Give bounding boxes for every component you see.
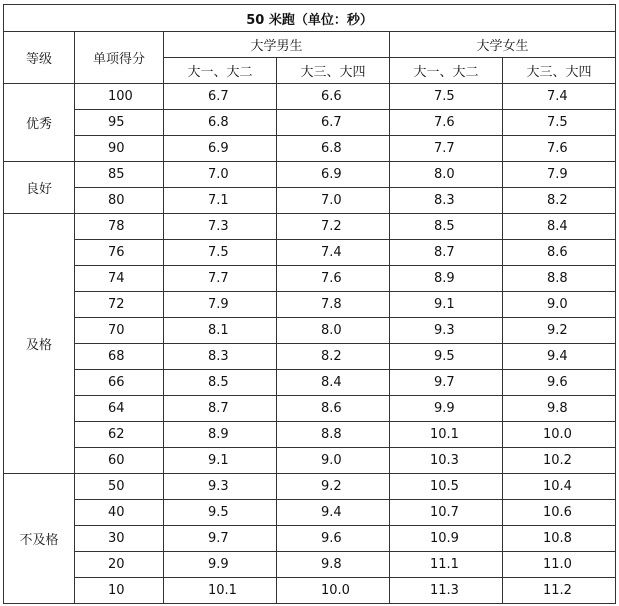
score-cell: 66 [75, 370, 164, 396]
value-cell: 10.6 [503, 500, 616, 526]
value-cell: 10.4 [503, 474, 616, 500]
score-cell: 72 [75, 292, 164, 318]
value-cell: 7.2 [277, 214, 390, 240]
header-female-year34: 大三、大四 [503, 58, 616, 84]
level-cell: 良好 [4, 162, 75, 214]
value-cell: 8.8 [503, 266, 616, 292]
table-body [4, 84, 616, 604]
score-cell: 10 [75, 578, 164, 604]
value-cell: 9.3 [164, 474, 277, 500]
value-cell: 8.6 [503, 240, 616, 266]
value-cell: 8.4 [503, 214, 616, 240]
value-cell: 6.9 [277, 162, 390, 188]
value-cell: 7.0 [277, 188, 390, 214]
value-cell: 7.5 [390, 84, 503, 110]
value-cell: 10.7 [390, 500, 503, 526]
value-cell: 7.4 [503, 84, 616, 110]
value-cell: 8.3 [390, 188, 503, 214]
value-cell: 9.2 [503, 318, 616, 344]
value-cell: 8.8 [277, 422, 390, 448]
value-cell: 10.2 [503, 448, 616, 474]
table-row [4, 84, 616, 110]
header-male-year34: 大三、大四 [277, 58, 390, 84]
score-cell: 74 [75, 266, 164, 292]
score-cell: 50 [75, 474, 164, 500]
score-cell: 76 [75, 240, 164, 266]
score-cell: 40 [75, 500, 164, 526]
value-cell: 7.7 [164, 266, 277, 292]
value-cell: 9.6 [503, 370, 616, 396]
header-score: 单项得分 [75, 32, 164, 84]
value-cell: 7.9 [503, 162, 616, 188]
value-cell: 10.0 [277, 578, 390, 604]
value-cell: 9.5 [390, 344, 503, 370]
value-cell: 8.9 [164, 422, 277, 448]
value-cell: 6.8 [277, 136, 390, 162]
value-cell: 9.5 [164, 500, 277, 526]
value-cell: 10.9 [390, 526, 503, 552]
value-cell: 7.7 [390, 136, 503, 162]
score-cell: 90 [75, 136, 164, 162]
value-cell: 9.3 [390, 318, 503, 344]
level-cell: 及格 [4, 214, 75, 474]
value-cell: 9.9 [164, 552, 277, 578]
value-cell: 10.1 [390, 422, 503, 448]
value-cell: 11.0 [503, 552, 616, 578]
table-row [4, 422, 616, 448]
fitness-standard-table [3, 4, 616, 604]
value-cell: 9.7 [390, 370, 503, 396]
value-cell: 9.0 [277, 448, 390, 474]
table-row [4, 214, 616, 240]
table-row [4, 370, 616, 396]
score-cell: 62 [75, 422, 164, 448]
score-cell: 78 [75, 214, 164, 240]
header-male: 大学男生 [164, 32, 390, 58]
value-cell: 8.6 [277, 396, 390, 422]
score-cell: 64 [75, 396, 164, 422]
table-row [4, 162, 616, 188]
table-row [4, 552, 616, 578]
value-cell: 7.3 [164, 214, 277, 240]
value-cell: 10.8 [503, 526, 616, 552]
value-cell: 8.2 [503, 188, 616, 214]
value-cell: 9.8 [503, 396, 616, 422]
value-cell: 6.9 [164, 136, 277, 162]
score-cell: 30 [75, 526, 164, 552]
score-cell: 80 [75, 188, 164, 214]
table-row [4, 266, 616, 292]
value-cell: 7.8 [277, 292, 390, 318]
value-cell: 9.0 [503, 292, 616, 318]
table-row [4, 344, 616, 370]
table-row [4, 188, 616, 214]
value-cell: 9.8 [277, 552, 390, 578]
table-row [4, 396, 616, 422]
header-female-year12: 大一、大二 [390, 58, 503, 84]
header-female: 大学女生 [390, 32, 616, 58]
header-level: 等级 [4, 32, 75, 84]
value-cell: 8.2 [277, 344, 390, 370]
value-cell: 9.7 [164, 526, 277, 552]
value-cell: 8.0 [390, 162, 503, 188]
value-cell: 9.6 [277, 526, 390, 552]
value-cell: 6.6 [277, 84, 390, 110]
value-cell: 7.0 [164, 162, 277, 188]
value-cell: 10.1 [164, 578, 277, 604]
value-cell: 11.3 [390, 578, 503, 604]
score-cell: 100 [75, 84, 164, 110]
score-cell: 68 [75, 344, 164, 370]
value-cell: 7.5 [164, 240, 277, 266]
value-cell: 9.1 [390, 292, 503, 318]
table-row [4, 240, 616, 266]
value-cell: 8.3 [164, 344, 277, 370]
value-cell: 8.7 [164, 396, 277, 422]
value-cell: 9.9 [390, 396, 503, 422]
value-cell: 8.1 [164, 318, 277, 344]
table-row [4, 110, 616, 136]
value-cell: 10.3 [390, 448, 503, 474]
score-cell: 85 [75, 162, 164, 188]
value-cell: 7.9 [164, 292, 277, 318]
value-cell: 8.9 [390, 266, 503, 292]
score-cell: 20 [75, 552, 164, 578]
value-cell: 9.1 [164, 448, 277, 474]
value-cell: 7.6 [390, 110, 503, 136]
value-cell: 7.4 [277, 240, 390, 266]
table-row [4, 292, 616, 318]
value-cell: 7.5 [503, 110, 616, 136]
table-row [4, 318, 616, 344]
value-cell: 11.1 [390, 552, 503, 578]
table-row [4, 136, 616, 162]
value-cell: 6.8 [164, 110, 277, 136]
value-cell: 7.1 [164, 188, 277, 214]
level-cell: 优秀 [4, 84, 75, 162]
score-cell: 60 [75, 448, 164, 474]
value-cell: 11.2 [503, 578, 616, 604]
value-cell: 10.5 [390, 474, 503, 500]
value-cell: 8.0 [277, 318, 390, 344]
level-cell: 不及格 [4, 474, 75, 604]
value-cell: 7.6 [503, 136, 616, 162]
value-cell: 8.5 [164, 370, 277, 396]
score-cell: 95 [75, 110, 164, 136]
value-cell: 6.7 [164, 84, 277, 110]
value-cell: 8.5 [390, 214, 503, 240]
table-row [4, 474, 616, 500]
value-cell: 9.4 [503, 344, 616, 370]
value-cell: 9.2 [277, 474, 390, 500]
value-cell: 7.6 [277, 266, 390, 292]
score-cell: 70 [75, 318, 164, 344]
header-male-year12: 大一、大二 [164, 58, 277, 84]
table-row [4, 448, 616, 474]
table-row [4, 500, 616, 526]
value-cell: 10.0 [503, 422, 616, 448]
value-cell: 8.7 [390, 240, 503, 266]
value-cell: 8.4 [277, 370, 390, 396]
value-cell: 9.4 [277, 500, 390, 526]
table-title: 50 米跑（单位：秒） [4, 5, 616, 32]
table-row [4, 578, 616, 604]
table-row [4, 526, 616, 552]
value-cell: 6.7 [277, 110, 390, 136]
